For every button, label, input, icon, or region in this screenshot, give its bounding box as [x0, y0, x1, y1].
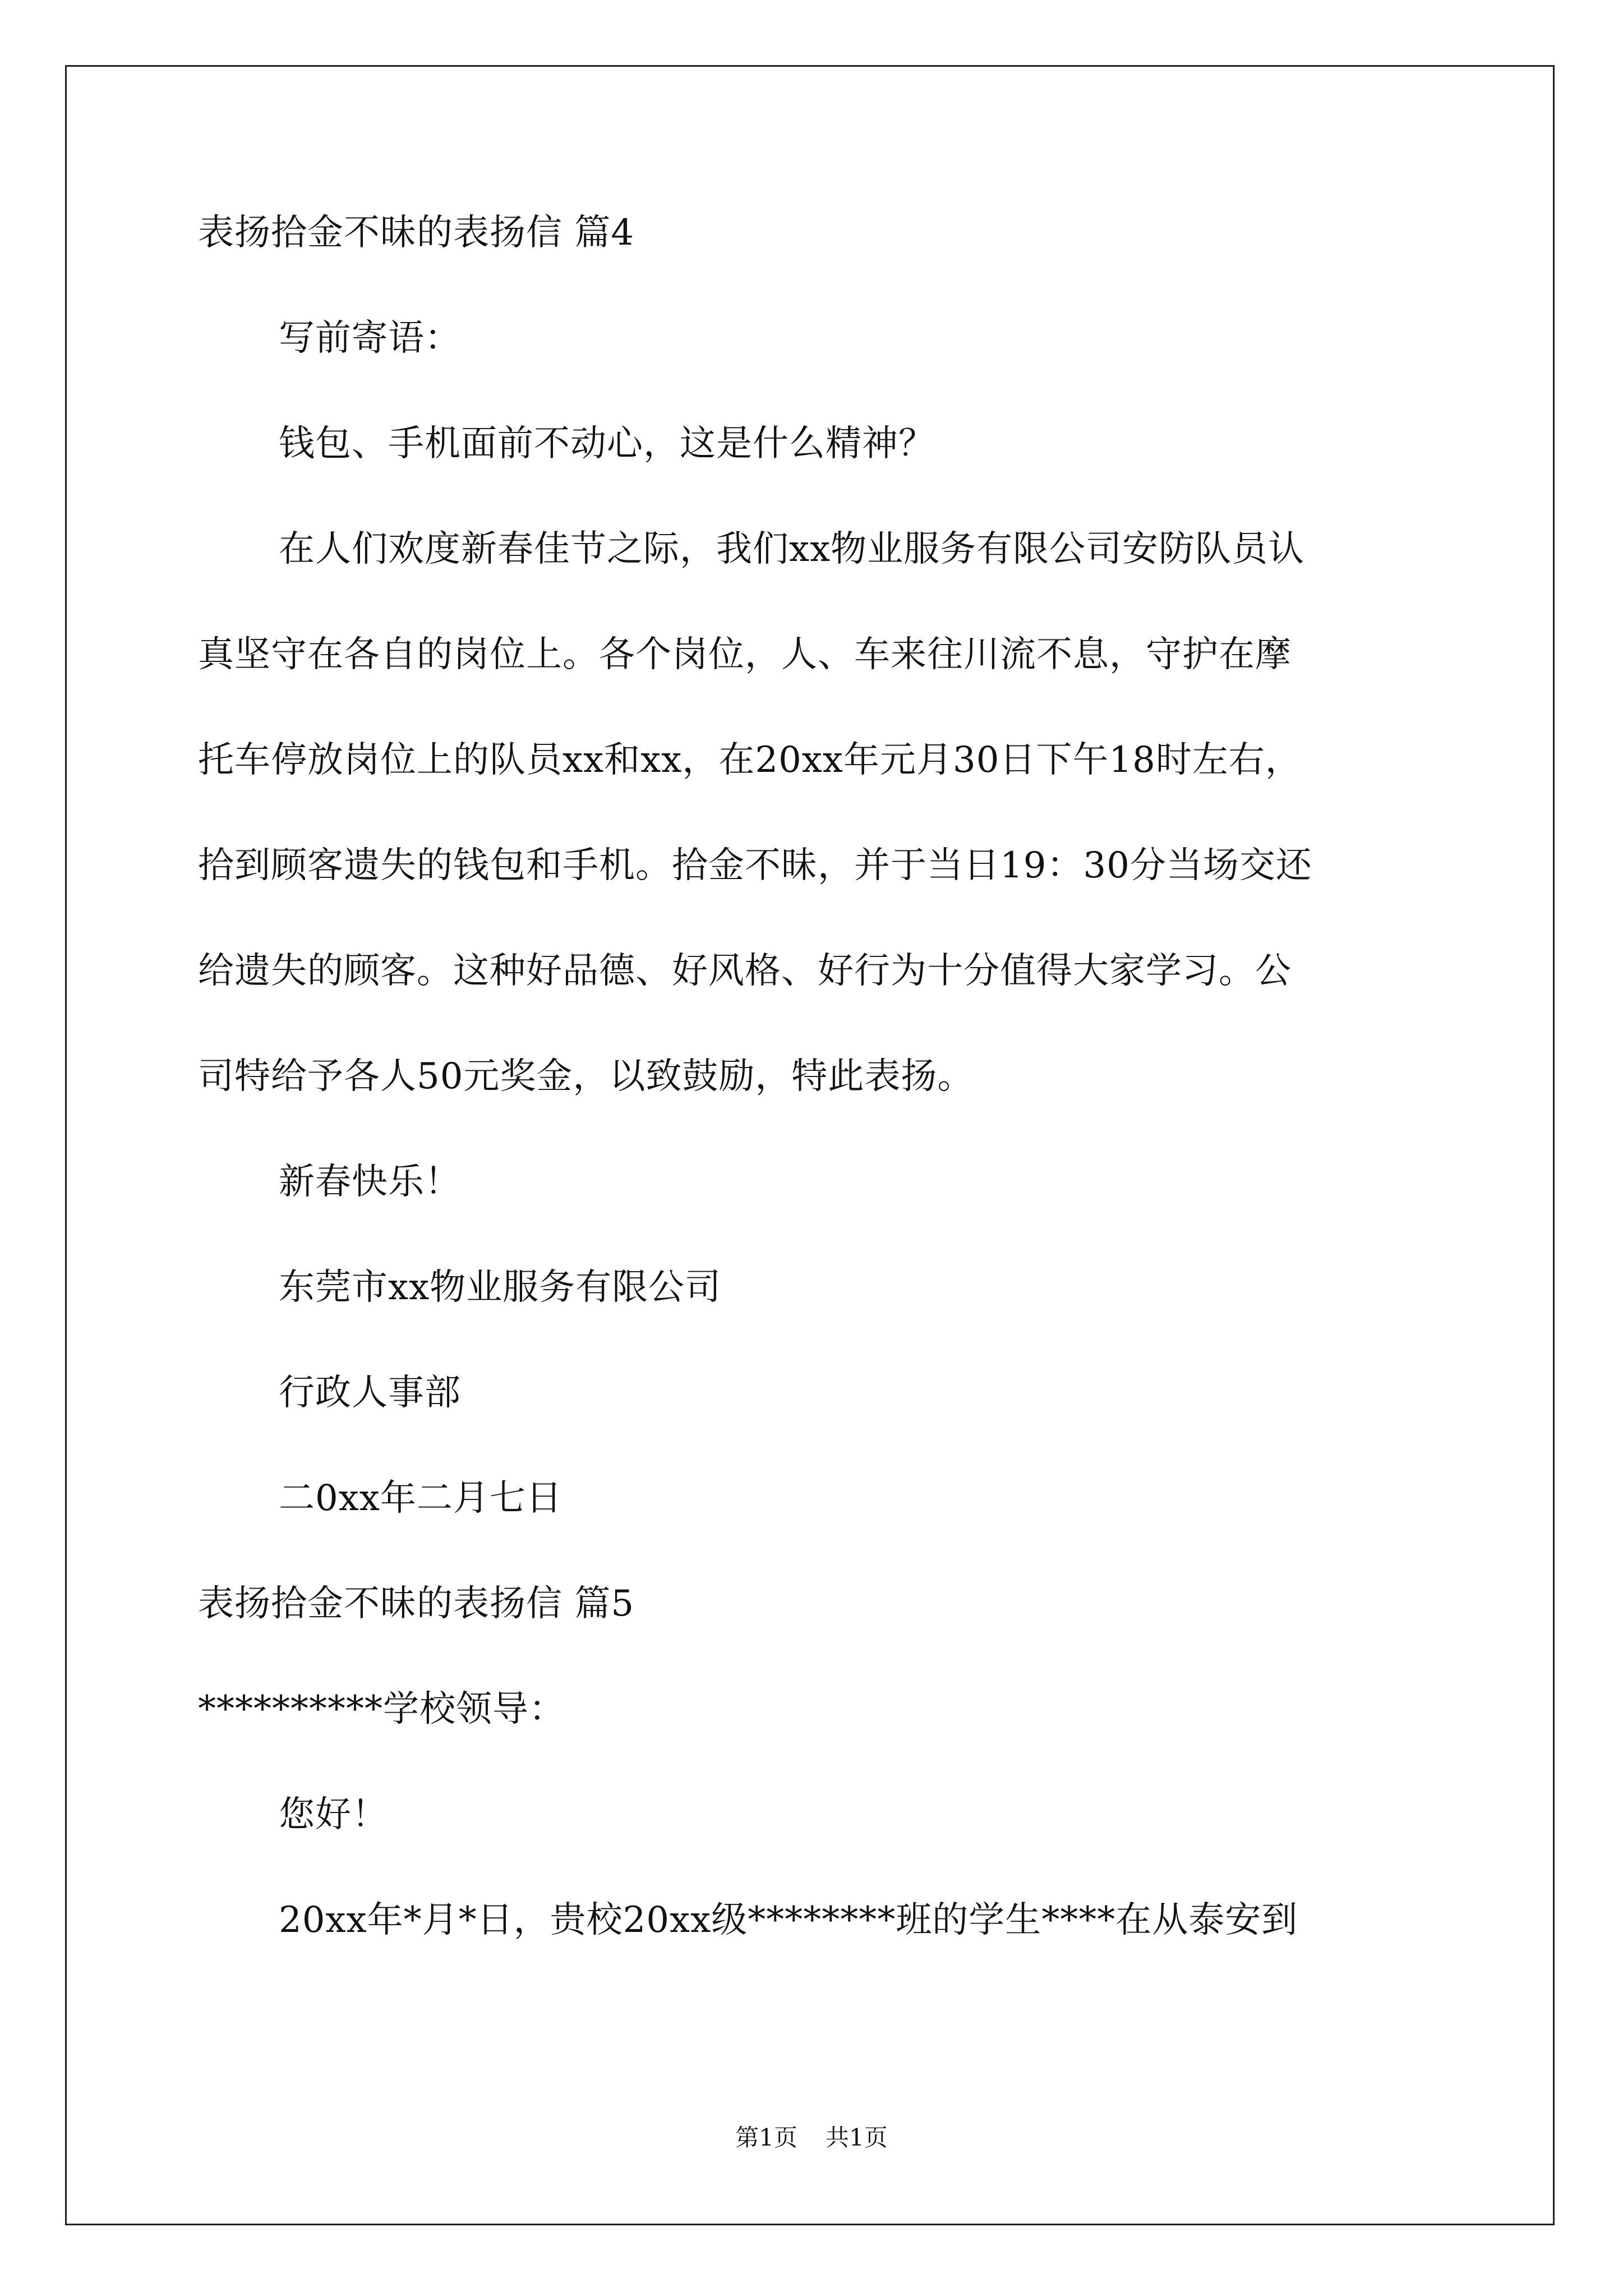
paragraph-line: 钱包、手机面前不动心，这是什么精神？ — [279, 423, 935, 464]
page-total: 共1页 — [826, 2124, 888, 2151]
paragraph-line: 托车停放岗位上的队员xx和xx，在20xx年元月30日下午18时左右， — [198, 739, 1302, 781]
page-footer — [0, 2122, 1623, 2154]
section-heading-4: 表扬拾金不昧的表扬信 篇4 — [198, 212, 635, 254]
signature-date: 二0xx年二月七日 — [279, 1478, 562, 1519]
paragraph-line: 真坚守在各自的岗位上。各个岗位，人、车来往川流不息，守护在摩 — [198, 634, 1292, 675]
page-number: 第1页 — [735, 2124, 797, 2151]
paragraph-line: 在人们欢度新春佳节之际，我们xx物业服务有限公司安防队员认 — [279, 528, 1305, 570]
paragraph-line: 司特给予各人50元奖金，以致鼓励，特此表扬。 — [198, 1056, 974, 1097]
signature-company: 东莞市xx物业服务有限公司 — [279, 1267, 722, 1308]
paragraph-line: 拾到顾客遗失的钱包和手机。拾金不昧，并于当日19：30分当场交还 — [198, 845, 1312, 886]
signature-department: 行政人事部 — [279, 1372, 461, 1414]
paragraph-line: 写前寄语： — [279, 318, 461, 359]
section-heading-5: 表扬拾金不昧的表扬信 篇5 — [198, 1583, 635, 1625]
salutation: **********学校领导： — [198, 1688, 565, 1730]
paragraph-line: 20xx年*月*日，贵校20xx级********班的学生****在从泰安到 — [279, 1899, 1298, 1941]
paragraph-line: 给遗失的顾客。这种好品德、好风格、好行为十分值得大家学习。公 — [198, 950, 1292, 992]
greeting: 您好！ — [279, 1794, 388, 1835]
paragraph-line: 新春快乐！ — [279, 1161, 461, 1203]
